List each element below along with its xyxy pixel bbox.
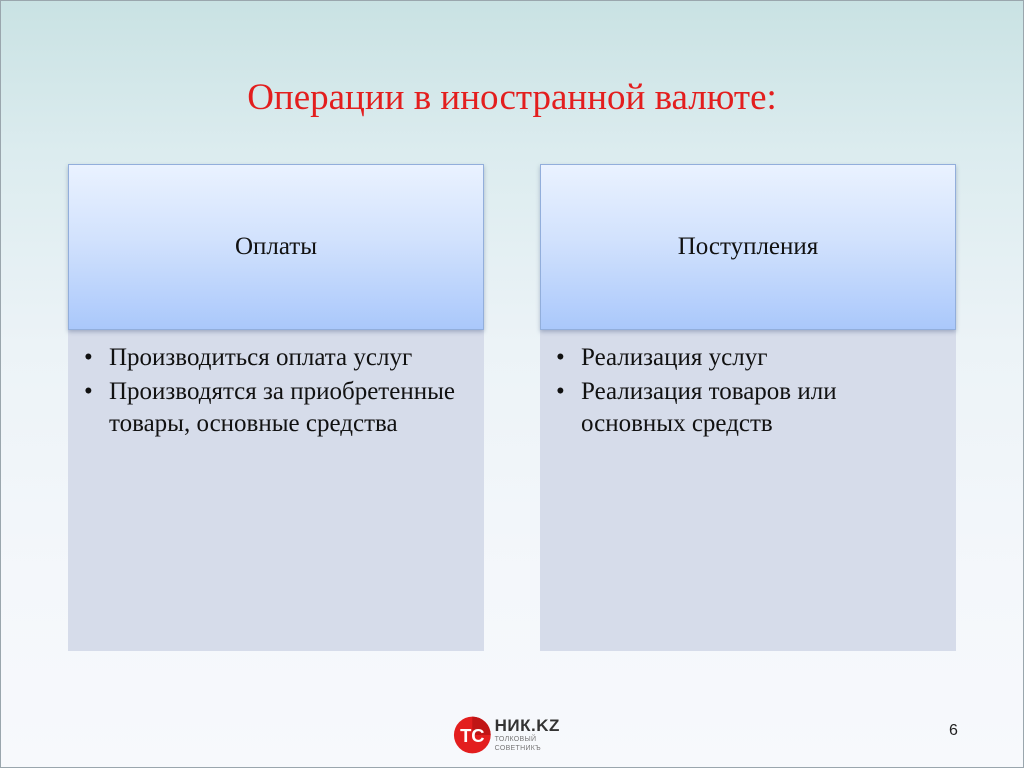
bullet-icon: • — [556, 378, 565, 405]
list-item-text: Производятся за приобретенные товары, основные средства — [109, 378, 455, 437]
list-item — [84, 342, 464, 374]
bullet-icon: • — [84, 344, 93, 371]
list-item-text: Реализация услуг — [581, 344, 768, 371]
bullet-list-receipts — [556, 342, 936, 440]
bullet-icon: • — [84, 378, 93, 405]
list-item-text: Производиться оплата услуг — [109, 344, 413, 371]
column-header-payments: Оплаты — [68, 164, 484, 330]
column-body-payments — [68, 330, 484, 651]
page-number: 6 — [949, 722, 958, 739]
logo-mark-icon — [452, 714, 493, 756]
bullet-list-payments — [84, 342, 464, 440]
logo-name: НИК.KZ — [494, 716, 560, 735]
brand-logo — [452, 714, 582, 756]
column-receipts — [540, 164, 956, 651]
list-item — [84, 376, 464, 440]
logo-mark-text: TC — [460, 724, 485, 746]
list-item — [556, 342, 936, 374]
column-payments — [68, 164, 484, 651]
bullet-icon: • — [556, 344, 565, 371]
column-body-receipts — [540, 330, 956, 651]
list-item — [556, 376, 936, 440]
logo-tagline: ТОЛКОВЫЙ СОВЕТНИКЪ — [494, 736, 542, 752]
list-item-text: Реализация товаров или основных средств — [581, 378, 837, 437]
slide-title: Операции в иностранной валюте: — [247, 77, 777, 118]
column-header-receipts: Поступления — [540, 164, 956, 330]
logo-text — [495, 717, 582, 753]
